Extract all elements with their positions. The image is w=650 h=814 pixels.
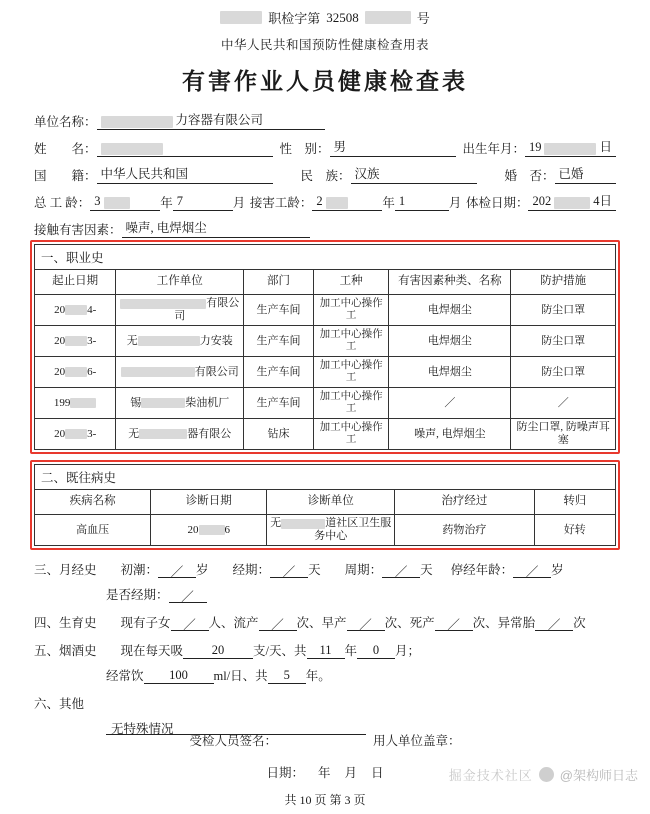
hazard-value: 噪声, 电焊烟尘: [125, 221, 207, 235]
exam-date-suffix: 4日: [593, 194, 612, 208]
col-dept: 部门: [244, 270, 314, 295]
abnormal-value: ／: [535, 615, 573, 631]
preterm-value: ／: [347, 615, 385, 631]
nation-label: 国 籍：: [34, 169, 97, 183]
children-value: ／: [171, 615, 209, 631]
total-years-value: 3: [94, 194, 101, 208]
cell-hazard: 电焊烟尘: [389, 326, 511, 357]
cell-hazard: 噪声, 电焊烟尘: [389, 419, 511, 450]
smoking-section: [34, 641, 616, 684]
other-title-row: [34, 694, 616, 712]
smoke-prefix: 现在每天吸: [120, 644, 184, 658]
birth-suffix: 日: [599, 140, 612, 154]
info-row-unit: [34, 112, 616, 130]
col-outcome: 转归: [534, 490, 615, 515]
redaction-block: [139, 429, 187, 439]
name-value-field: [97, 139, 273, 157]
cell-dept: 生产车间: [244, 388, 314, 419]
smoking-title: 五、烟酒史: [34, 644, 97, 658]
redaction-block: [101, 116, 173, 128]
menstrual-section: [34, 560, 616, 603]
regular-label: 是否经期：: [106, 588, 169, 602]
marriage-label: 婚 否：: [504, 169, 555, 183]
cell-date: 20 3-: [35, 326, 116, 357]
menopause-value: ／: [513, 562, 551, 578]
smoke-value: 20: [183, 643, 253, 659]
redaction-block: [120, 299, 206, 309]
cell-unit: 有限公司: [116, 295, 244, 326]
cell-unit: 锡 柴油机厂: [116, 388, 244, 419]
abnormal-unit: 次: [573, 616, 586, 630]
form-title: 有害作业人员健康检查表: [182, 69, 468, 94]
cycle-value: ／: [382, 562, 420, 578]
cell-hazard: 电焊烟尘: [389, 295, 511, 326]
unit-value-field: [97, 112, 325, 130]
redaction-block: [104, 197, 130, 209]
menarche-value: ／: [158, 562, 196, 578]
marriage-value-field: [555, 166, 616, 184]
table-row: [35, 515, 616, 546]
cell-job: 加工中心操作工: [313, 357, 389, 388]
signature-row: [0, 731, 650, 749]
drink-years: 5: [268, 668, 306, 684]
exposure-months-field: [395, 193, 449, 211]
total-years-field: [90, 193, 160, 211]
total-years-label: 总 工 龄：: [34, 196, 91, 210]
watermark-user: @架构师日志: [559, 768, 638, 783]
info-row-name: [34, 139, 616, 157]
cell-date: 199: [35, 388, 116, 419]
info-row-hazard: [34, 220, 616, 238]
other-title: 六、其他: [34, 697, 85, 711]
fertility-row: [34, 613, 616, 631]
birth-value: 19: [528, 140, 542, 154]
fertility-section: [34, 613, 616, 631]
sex-value: 男: [333, 140, 347, 154]
hazard-label: 接触有害因素：: [34, 223, 122, 237]
redaction-block: [138, 336, 200, 346]
cell-job: 加工中心操作工: [313, 388, 389, 419]
period-value: ／: [270, 562, 308, 578]
preterm-unit: 次、死产: [384, 616, 435, 630]
cell-job: 加工中心操作工: [313, 326, 389, 357]
occupation-header-row: [35, 270, 616, 295]
total-months-unit: 月: [232, 196, 246, 210]
menopause-label: 停经年龄：: [450, 563, 514, 577]
cell-protect: 防尘口罩: [511, 357, 616, 388]
col-treatment: 治疗经过: [395, 490, 534, 515]
cell-protect: 防尘口罩, 防噪声耳塞: [511, 419, 616, 450]
redaction-block: [554, 197, 590, 209]
cell-dept: 生产车间: [244, 357, 314, 388]
cell-diagnosis-org: 无 道社区卫生服务中心: [267, 515, 395, 546]
hazard-value-field: [122, 220, 310, 238]
cell-protect: ／: [511, 388, 616, 419]
col-diagnosis-date: 诊断日期: [151, 490, 267, 515]
doc-no-label: 职检字第: [268, 11, 321, 26]
menarche-unit: 岁: [196, 563, 209, 577]
date-year: 年: [317, 766, 331, 780]
redaction-block: [70, 398, 96, 408]
regular-value: ／: [169, 587, 207, 603]
nation-value: 中华人民共和国: [100, 167, 189, 181]
watermark-avatar-icon: [539, 767, 554, 782]
doc-number-line: [0, 0, 650, 27]
col-disease: 疾病名称: [35, 490, 151, 515]
menstrual-row-2: [34, 585, 616, 603]
occupation-section-title: 一、职业史: [34, 244, 616, 269]
drink-years-unit: 年。: [305, 669, 331, 683]
redaction-block: [121, 367, 195, 377]
date-label: 日期：: [266, 766, 304, 780]
birth-label: 出生年月：: [462, 142, 525, 156]
redaction-block: [65, 367, 87, 377]
cell-date: 20 4-: [35, 295, 116, 326]
drinking-row: [34, 666, 616, 684]
drink-prefix: 经常饮: [106, 669, 144, 683]
nation-value-field: [97, 166, 273, 184]
redaction-block: [65, 336, 87, 346]
ethnic-value: 汉族: [354, 167, 380, 181]
watermark-site: 掘金技术社区: [448, 768, 533, 783]
table-row: [35, 357, 616, 388]
sex-value-field: [330, 139, 456, 157]
col-diagnosis-org: 诊断单位: [267, 490, 395, 515]
smoke-years: 11: [307, 643, 345, 659]
occupation-section: [34, 244, 616, 450]
redaction-block: [326, 197, 348, 209]
smoke-months-unit: 月；: [395, 644, 421, 658]
doc-no-suffix: 号: [416, 11, 430, 26]
other-section: [34, 694, 616, 735]
menstrual-row-1: [34, 560, 616, 578]
occupation-table: [34, 269, 616, 450]
history-section-title: 二、既往病史: [34, 464, 616, 489]
smoke-unit: 支/天、共: [253, 644, 307, 658]
exposure-years-value: 2: [316, 194, 323, 208]
period-label: 经期：: [232, 563, 271, 577]
stillbirth-unit: 次、异常胎: [472, 616, 536, 630]
drink-unit: ml/日、共: [213, 669, 268, 683]
cycle-label: 周期：: [344, 563, 383, 577]
history-table: [34, 489, 616, 546]
redaction-block: [65, 305, 87, 315]
drink-value: 100: [144, 668, 214, 684]
exposure-years-unit: 年: [382, 196, 395, 210]
cell-date: 20 6-: [35, 357, 116, 388]
redaction-block: [141, 398, 185, 408]
doc-no-value: 32508: [326, 9, 359, 25]
cell-job: 加工中心操作工: [313, 295, 389, 326]
table-row: [35, 295, 616, 326]
birth-value-field: [525, 139, 616, 157]
children-unit: 人、流产: [208, 616, 259, 630]
cell-disease: 高血压: [35, 515, 151, 546]
total-years-unit: 年: [160, 196, 173, 210]
watermark: [449, 765, 638, 784]
cell-hazard: ／: [389, 388, 511, 419]
col-job: 工种: [313, 270, 389, 295]
redaction-block: [101, 143, 163, 155]
exam-date-field: [528, 193, 616, 211]
cell-outcome: 好转: [534, 515, 615, 546]
abortion-unit: 次、早产: [296, 616, 347, 630]
examinee-signature-label: 受检人员签名：: [189, 734, 277, 748]
col-date: 起止日期: [35, 270, 116, 295]
exposure-years-field: [312, 193, 382, 211]
menarche-label: 初潮：: [120, 563, 159, 577]
col-protect: 防护措施: [511, 270, 616, 295]
smoking-row: [34, 641, 616, 659]
smoke-years-unit: 年: [344, 644, 358, 658]
fertility-title: 四、生育史: [34, 616, 97, 630]
exam-date-value: 202: [532, 194, 552, 208]
col-hazard: 有害因素种类、名称: [389, 270, 511, 295]
abortion-value: ／: [259, 615, 297, 631]
cell-dept: 生产车间: [244, 295, 314, 326]
table-row: [35, 388, 616, 419]
redaction-block: [544, 143, 596, 155]
fertility-prefix: 现有子女: [120, 616, 171, 630]
cell-job: 加工中心操作工: [313, 419, 389, 450]
table-row: [35, 326, 616, 357]
cell-unit: 无 力安装: [116, 326, 244, 357]
cell-unit: 有限公司: [116, 357, 244, 388]
history-section: [34, 464, 616, 546]
cell-treatment: 药物治疗: [395, 515, 534, 546]
cell-date: 20 3-: [35, 419, 116, 450]
cell-unit: 无 器有限公: [116, 419, 244, 450]
history-header-row: [35, 490, 616, 515]
redaction-block: [199, 525, 225, 535]
info-row-years: [34, 193, 616, 211]
cell-dept: 生产车间: [244, 326, 314, 357]
cycle-unit: 天: [420, 563, 433, 577]
other-value: 无特殊情况: [106, 719, 366, 735]
col-unit: 工作单位: [116, 270, 244, 295]
redaction-block: [220, 11, 262, 24]
page-info: 共 10 页 第 3 页: [284, 793, 366, 807]
cell-dept: 钻床: [244, 419, 314, 450]
redaction-block: [281, 519, 325, 529]
ethnic-label: 民 族：: [300, 169, 351, 183]
total-months-field: [173, 193, 233, 211]
exposure-months-unit: 月: [448, 196, 462, 210]
sex-label: 性 别：: [279, 142, 330, 156]
total-months-value: 7: [176, 194, 184, 208]
date-day: 日: [371, 766, 384, 780]
exposure-years-label: 接害工龄：: [249, 196, 313, 210]
info-row-nation: [34, 166, 616, 184]
form-subtitle: 中华人民共和国预防性健康检查用表: [220, 38, 429, 52]
table-row: [35, 419, 616, 450]
menstrual-title: 三、月经史: [34, 563, 97, 577]
stillbirth-value: ／: [435, 615, 473, 631]
cell-diagnosis-date: 20 6: [151, 515, 267, 546]
period-unit: 天: [308, 563, 321, 577]
unit-label: 单位名称：: [34, 115, 97, 129]
smoke-months: 0: [357, 643, 395, 659]
date-month: 月: [344, 766, 358, 780]
employer-seal-label: 用人单位盖章：: [373, 734, 461, 748]
basic-info-block: [34, 112, 616, 238]
exam-date-label: 体检日期：: [465, 196, 529, 210]
unit-value: 力容器有限公司: [175, 113, 264, 127]
exposure-months-value: 1: [398, 194, 406, 208]
cell-protect: 防尘口罩: [511, 326, 616, 357]
menopause-unit: 岁: [551, 563, 564, 577]
cell-protect: 防尘口罩: [511, 295, 616, 326]
marriage-value: 已婚: [558, 167, 584, 181]
redaction-block: [365, 11, 411, 24]
redaction-block: [65, 429, 87, 439]
ethnic-value-field: [351, 166, 477, 184]
name-label: 姓 名：: [34, 142, 97, 156]
cell-hazard: 电焊烟尘: [389, 357, 511, 388]
